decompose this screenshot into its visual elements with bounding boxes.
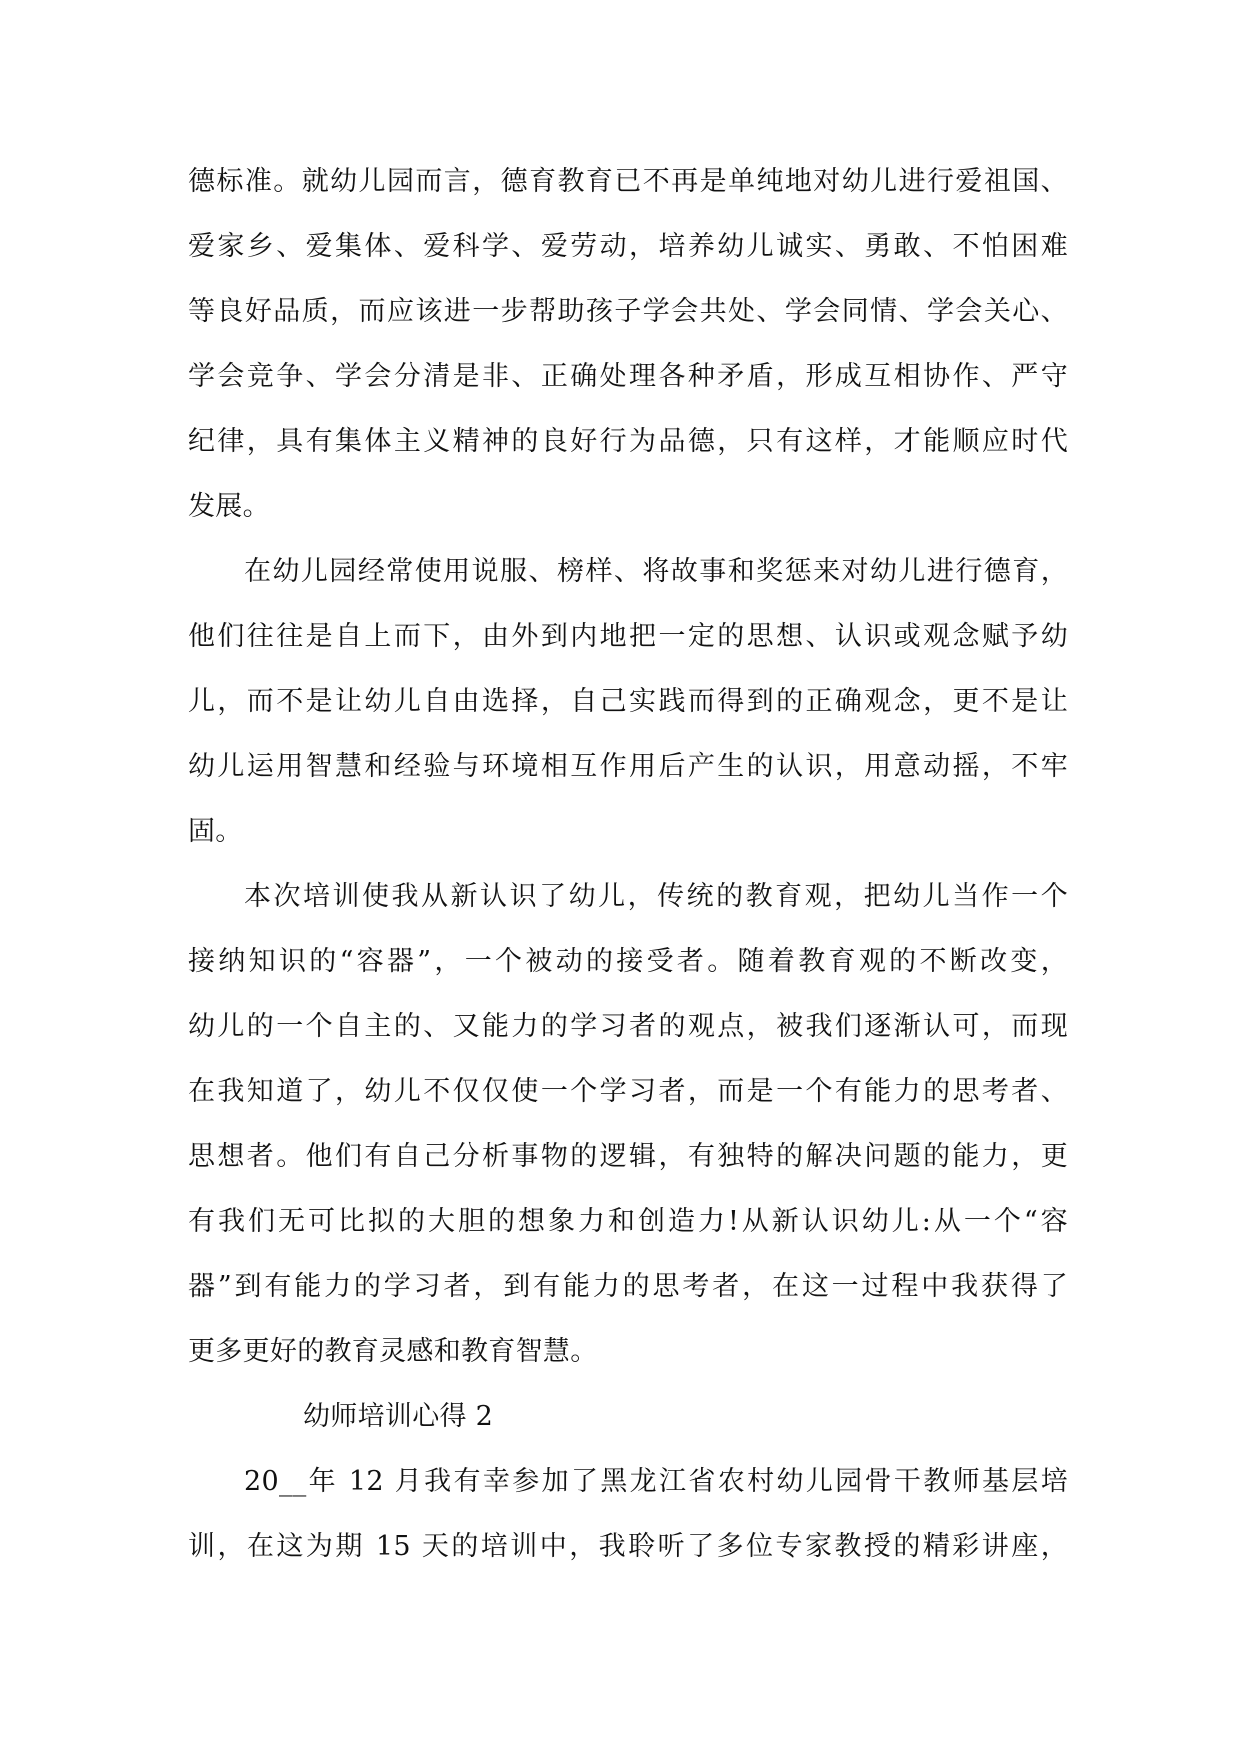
paragraph-first-line: 在幼儿园经常使用说服、榜样、将故事和奖惩来对幼儿进行德育， — [244, 556, 1068, 587]
paragraph-first-line: 本次培训使我从新认识了幼儿，传统的教育观，把幼儿当作一个 — [244, 881, 1068, 912]
paragraph-line: 发展。 — [188, 491, 270, 522]
paragraph-line: 纪律，具有集体主义精神的良好行为品德，只有这样，才能顺应时代 — [188, 426, 1068, 457]
paragraph-line: 爱家乡、爱集体、爱科学、爱劳动，培养幼儿诚实、勇敢、不怕困难 — [188, 231, 1068, 262]
paragraph-line: 接纳知识的“容器”，一个被动的接受者。随着教育观的不断改变， — [188, 946, 1068, 977]
paragraph-line: 幼儿的一个自主的、又能力的学习者的观点，被我们逐渐认可，而现 — [188, 1011, 1068, 1042]
paragraph-line: 思想者。他们有自己分析事物的逻辑，有独特的解决问题的能力，更 — [188, 1141, 1068, 1172]
paragraph-line: 幼儿运用智慧和经验与环境相互作用后产生的认识，用意动摇，不牢 — [188, 751, 1068, 782]
paragraph-line: 固。 — [188, 816, 243, 847]
paragraph-line: 学会竞争、学会分清是非、正确处理各种矛盾，形成互相协作、严守 — [188, 361, 1068, 392]
paragraph-line: 他们往往是自上而下，由外到内地把一定的思想、认识或观念赋予幼 — [188, 621, 1068, 652]
paragraph-line: 器”到有能力的学习者，到有能力的思考者，在这一过程中我获得了 — [188, 1271, 1068, 1302]
paragraph-line: 儿，而不是让幼儿自由选择，自己实践而得到的正确观念，更不是让 — [188, 686, 1068, 717]
paragraph-first-line: 20__年 12 月我有幸参加了黑龙江省农村幼儿园骨干教师基层培 — [244, 1466, 1068, 1497]
paragraph-line: 训，在这为期 15 天的培训中，我聆听了多位专家教授的精彩讲座， — [188, 1531, 1068, 1562]
paragraph-line: 等良好品质，而应该进一步帮助孩子学会共处、学会同情、学会关心、 — [188, 296, 1068, 327]
paragraph-line: 在我知道了，幼儿不仅仅使一个学习者，而是一个有能力的思考者、 — [188, 1076, 1068, 1107]
paragraph-line: 有我们无可比拟的大胆的想象力和创造力!从新认识幼儿:从一个“容 — [188, 1206, 1068, 1237]
section-heading: 幼师培训心得 2 — [303, 1401, 494, 1432]
paragraph-line: 德标准。就幼儿园而言，德育教育已不再是单纯地对幼儿进行爱祖国、 — [188, 166, 1068, 197]
paragraph-line: 更多更好的教育灵感和教育智慧。 — [188, 1336, 598, 1367]
